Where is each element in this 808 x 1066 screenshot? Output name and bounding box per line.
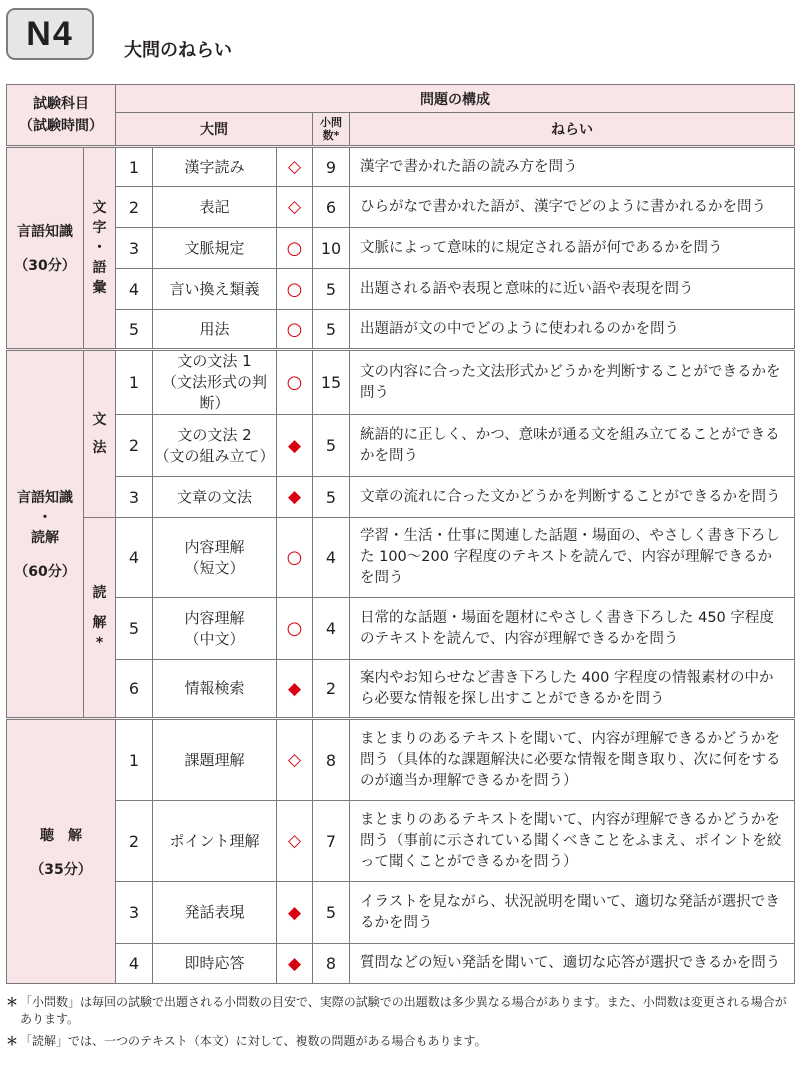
table-row [7, 147, 795, 187]
item-count: 4 [313, 518, 350, 598]
subject-cell: 聴 解 （35分） [7, 719, 116, 984]
item-count: 5 [313, 310, 350, 350]
subject-cell: 言語知識 （30分） [7, 147, 84, 350]
circle-outline-icon: ○ [277, 350, 313, 415]
circle-outline-icon: ○ [277, 228, 313, 269]
item-count: 9 [313, 147, 350, 187]
asterisk-icon: ＊ [6, 995, 19, 1009]
item-number: 3 [116, 477, 153, 518]
item-number: 1 [116, 147, 153, 187]
header-aim: ねらい [350, 113, 795, 147]
item-name: 情報検索 [153, 660, 277, 719]
item-aim: 文章の流れに合った文かどうかを判断することができるかを問う [350, 477, 795, 518]
item-name: 内容理解 （短文） [153, 518, 277, 598]
item-aim: ひらがなで書かれた語が、漢字でどのように書かれるかを問う [350, 187, 795, 228]
item-name: 文脈規定 [153, 228, 277, 269]
footnote [6, 994, 796, 1028]
diamond-outline-icon: ◇ [277, 719, 313, 801]
table-row [7, 801, 795, 882]
item-count: 15 [313, 350, 350, 415]
table-row [7, 228, 795, 269]
diamond-filled-icon: ◆ [277, 882, 313, 944]
item-aim: 漢字で書かれた語の読み方を問う [350, 147, 795, 187]
header-structure: 問題の構成 [116, 85, 795, 113]
group-label-dokkai: 読 解 * [84, 518, 116, 719]
item-number: 2 [116, 801, 153, 882]
item-number: 1 [116, 719, 153, 801]
item-number: 3 [116, 882, 153, 944]
structure-table [6, 84, 795, 984]
item-count: 6 [313, 187, 350, 228]
item-name: 文章の文法 [153, 477, 277, 518]
header-shomon: 小問 数* [313, 113, 350, 147]
subject-cell: 言語知識 ・ 読解 （60分） [7, 350, 84, 719]
item-aim: 文脈によって意味的に規定される語が何であるかを問う [350, 228, 795, 269]
table-row [7, 477, 795, 518]
table-row [7, 944, 795, 984]
table-row [7, 350, 795, 415]
circle-outline-icon: ○ [277, 310, 313, 350]
table-row [7, 310, 795, 350]
item-aim: イラストを見ながら、状況説明を聞いて、適切な発話が選択できるかを問う [350, 882, 795, 944]
circle-outline-icon: ○ [277, 269, 313, 310]
table-row [7, 719, 795, 801]
item-number: 4 [116, 944, 153, 984]
item-aim: 統語的に正しく、かつ、意味が通る文を組み立てることができるかを問う [350, 415, 795, 477]
table-row [7, 269, 795, 310]
item-count: 2 [313, 660, 350, 719]
item-name: 文の文法 1 （文法形式の判断） [153, 350, 277, 415]
diamond-filled-icon: ◆ [277, 944, 313, 984]
table-row [7, 882, 795, 944]
item-aim: 出題される語や表現と意味的に近い語や表現を問う [350, 269, 795, 310]
diamond-outline-icon: ◇ [277, 147, 313, 187]
item-number: 2 [116, 187, 153, 228]
item-name: 発話表現 [153, 882, 277, 944]
item-count: 7 [313, 801, 350, 882]
item-number: 4 [116, 518, 153, 598]
item-name: 内容理解 （中文） [153, 598, 277, 660]
footnote-text: 「読解」では、一つのテキスト（本文）に対して、複数の問題がある場合もあります。 [20, 1034, 487, 1048]
item-count: 4 [313, 598, 350, 660]
circle-outline-icon: ○ [277, 598, 313, 660]
footnote-text: 「小問数」は毎回の試験で出題される小問数の目安で、実際の試験での出題数は多少異なる場合があります。また、小問数は変更される場合があります。 [20, 995, 787, 1026]
circle-outline-icon: ○ [277, 518, 313, 598]
item-number: 5 [116, 310, 153, 350]
header-daimon: 大問 [116, 113, 313, 147]
item-count: 10 [313, 228, 350, 269]
item-name: 用法 [153, 310, 277, 350]
item-aim: 質問などの短い発話を聞いて、適切な応答が選択できるかを問う [350, 944, 795, 984]
item-count: 5 [313, 882, 350, 944]
item-name: 文の文法 2 （文の組み立て） [153, 415, 277, 477]
item-count: 5 [313, 415, 350, 477]
item-number: 3 [116, 228, 153, 269]
item-count: 8 [313, 719, 350, 801]
diamond-filled-icon: ◆ [277, 415, 313, 477]
diamond-filled-icon: ◆ [277, 477, 313, 518]
item-name: ポイント理解 [153, 801, 277, 882]
footnote [6, 1033, 796, 1050]
item-number: 1 [116, 350, 153, 415]
diamond-outline-icon: ◇ [277, 187, 313, 228]
group-label-bunpo: 文 法 [84, 350, 116, 518]
item-aim: まとまりのあるテキストを聞いて、内容が理解できるかどうかを問う（具体的な課題解決に必要な情報を聞き取り、次に何をするのが適当か理解できるかを問う） [350, 719, 795, 801]
table-row [7, 187, 795, 228]
level-badge [6, 8, 94, 60]
item-number: 5 [116, 598, 153, 660]
group-label-moji-goi: 文 字 ・ 語 彙 [84, 147, 116, 350]
item-name: 言い換え類義 [153, 269, 277, 310]
footnotes [6, 994, 796, 1055]
item-count: 5 [313, 269, 350, 310]
table-row [7, 598, 795, 660]
page-title: 大問のねらい [124, 40, 232, 61]
item-count: 5 [313, 477, 350, 518]
item-aim: 文の内容に合った文法形式かどうかを判断することができるかを問う [350, 350, 795, 415]
item-aim: 出題語が文の中でどのように使われるのかを問う [350, 310, 795, 350]
table-row [7, 415, 795, 477]
item-name: 課題理解 [153, 719, 277, 801]
level-label: N4 [26, 14, 74, 53]
asterisk-icon: ＊ [6, 1034, 19, 1048]
item-count: 8 [313, 944, 350, 984]
item-number: 6 [116, 660, 153, 719]
item-name: 漢字読み [153, 147, 277, 187]
item-aim: 案内やお知らせなど書き下ろした 400 字程度の情報素材の中から必要な情報を探し出すことができるかを問う [350, 660, 795, 719]
item-aim: 日常的な話題・場面を題材にやさしく書き下ろした 450 字程度のテキストを読んで、内容が理解できるかを問う [350, 598, 795, 660]
table-row [7, 660, 795, 719]
item-number: 4 [116, 269, 153, 310]
diamond-filled-icon: ◆ [277, 660, 313, 719]
item-name: 表記 [153, 187, 277, 228]
table-row [7, 518, 795, 598]
item-aim: まとまりのあるテキストを聞いて、内容が理解できるかどうかを問う（事前に示されている聞くべきことをふまえ、ポイントを絞って聞くことができるかを問う） [350, 801, 795, 882]
item-aim: 学習・生活・仕事に関連した話題・場面の、やさしく書き下ろした 100〜200 字程度のテキストを読んで、内容が理解できるかを問う [350, 518, 795, 598]
diamond-outline-icon: ◇ [277, 801, 313, 882]
item-name: 即時応答 [153, 944, 277, 984]
header-subject: 試験科目 （試験時間） [7, 85, 116, 147]
item-number: 2 [116, 415, 153, 477]
